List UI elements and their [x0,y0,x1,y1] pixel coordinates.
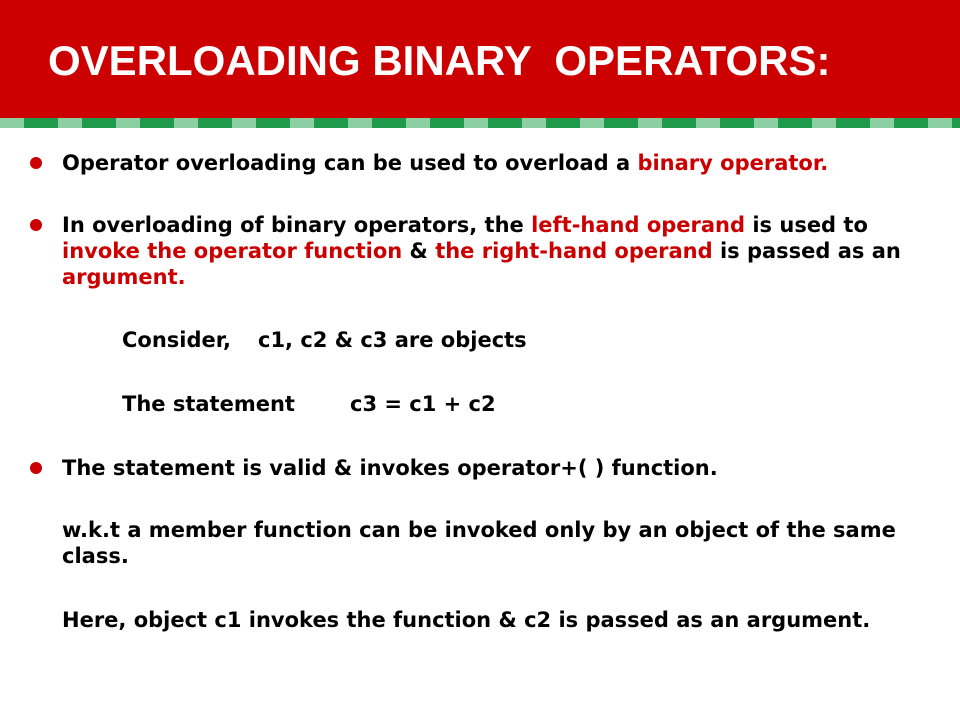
highlighted-text: invoke the operator function [62,239,403,263]
highlighted-text: left-hand operand [531,213,746,237]
bullet-item [62,150,922,176]
bullet-text: Operator overloading can be used to overload a [62,151,631,175]
title-banner [0,0,960,118]
example-line [122,391,902,417]
slide-title: OVERLOADING BINARY OPERATORS: [48,37,831,84]
example-label: Consider, [122,328,232,352]
bullet-dot-icon [30,219,42,231]
decorative-stripe [0,118,960,128]
bullet-text: & [409,239,428,263]
bullet-text: is used to [752,213,868,237]
bullet-text: is passed as an [719,239,901,263]
bullet-text: In overloading of binary operators, the [62,213,524,237]
highlighted-text: argument. [62,265,186,289]
bullet-dot-icon [30,462,42,474]
example-line [122,327,902,353]
example-value: c3 = c1 + c2 [350,392,496,416]
highlighted-text: binary operator. [637,151,829,175]
bullet-item [62,212,922,290]
highlighted-text: the right-hand operand [435,239,713,263]
example-value: c1, c2 & c3 are objects [258,328,527,352]
bullet-item [62,455,922,481]
note-paragraph: w.k.t a member function can be invoked only by an object of the same class. [62,518,896,568]
bullet-text: The statement is valid & invokes operator+( ) function. [62,456,718,480]
example-label: The statement [122,392,295,416]
bullet-dot-icon [30,157,42,169]
note-paragraph: Here, object c1 invokes the function & c2 is passed as an argument. [62,608,871,632]
